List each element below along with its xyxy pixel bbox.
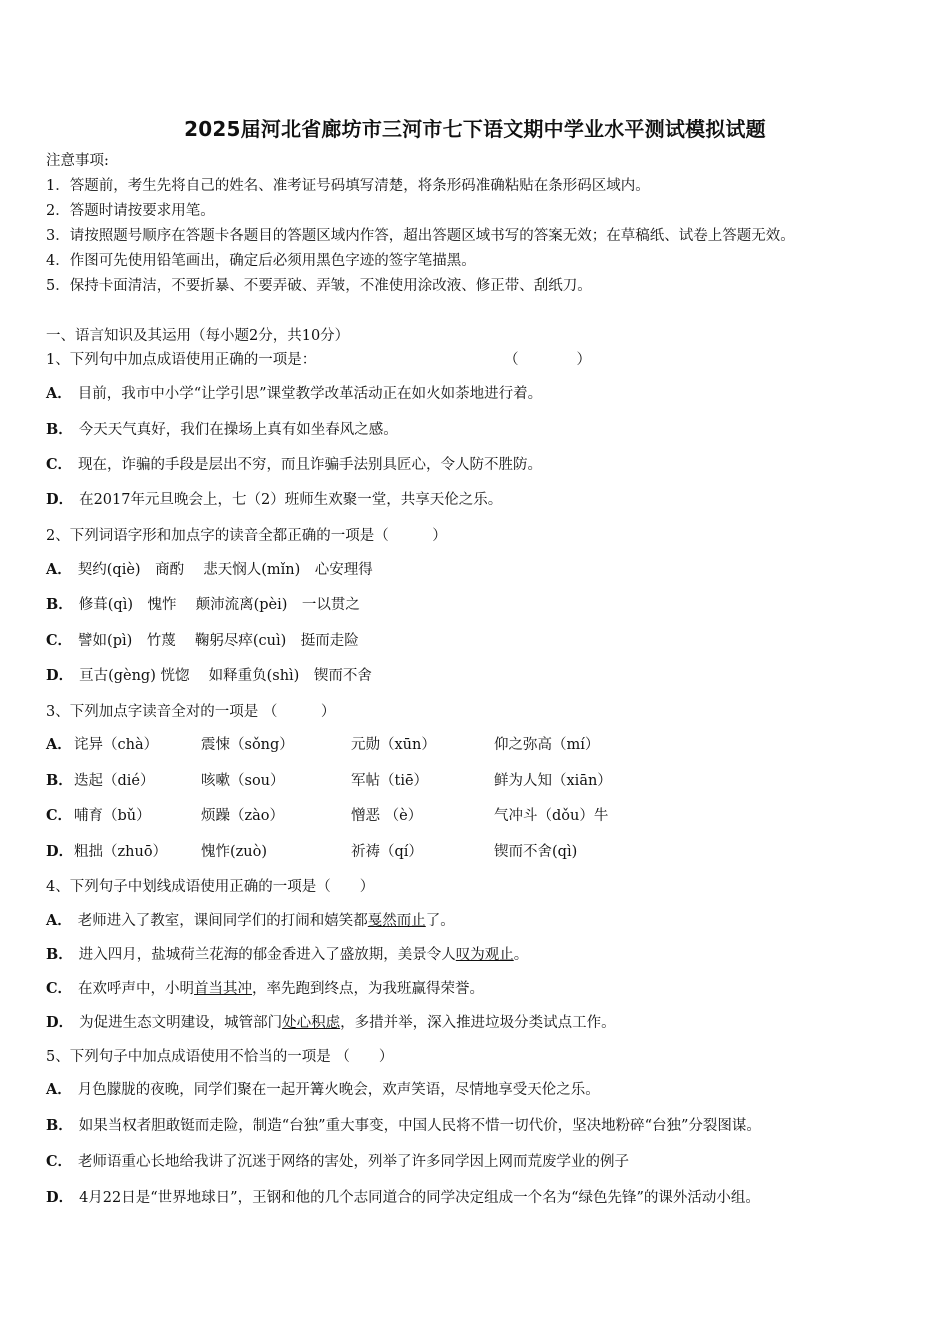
option-label: A． xyxy=(46,385,72,402)
q5-option-c xyxy=(46,1152,629,1172)
option-label: A． xyxy=(46,1081,72,1098)
option-text: 今天天气真好，我们在操场上真有如坐春风之感。 xyxy=(78,422,398,438)
option-label: B． xyxy=(46,772,73,789)
option-text: 在欢呼声中，小明 xyxy=(78,981,195,997)
q5-option-b xyxy=(46,1116,761,1136)
option-cell: 气冲斗（dǒu）牛 xyxy=(494,808,609,824)
q4-option-b xyxy=(46,945,528,965)
option-cell: 震悚（sǒng） xyxy=(201,737,294,753)
underlined-idiom: 戛然而止 xyxy=(367,913,426,929)
option-label: C． xyxy=(46,1153,73,1170)
option-text: 如果当权者胆敢铤而走险，制造“台独”重大事变，中国人民将不惜一切代价，坚决地粉碎“台独”分裂图谋。 xyxy=(78,1118,761,1134)
q3-option-d xyxy=(46,842,906,862)
option-label: A． xyxy=(46,912,72,929)
option-cell: 愧怍(zuò) xyxy=(201,844,268,860)
q2-option-d xyxy=(46,666,372,686)
notice-item: 3．请按照题号顺序在答题卡各题目的答题区域内作答，超出答题区域书写的答案无效；在草稿纸、试卷上答题无效。 xyxy=(46,228,795,244)
option-cell: 咳嗽（sou） xyxy=(201,773,285,789)
option-label: C． xyxy=(46,807,73,824)
q1-option-a xyxy=(46,384,542,404)
q4-option-a xyxy=(46,911,455,931)
question-5-stem: 5、下列句子中加点成语使用不恰当的一项是 （ ） xyxy=(46,1049,394,1065)
option-label: C． xyxy=(46,456,73,473)
option-text: 老师进入了教室，课间同学们的打闹和嬉笑都 xyxy=(77,913,368,929)
underlined-idiom: 处心积虑 xyxy=(282,1015,341,1031)
question-2-stem: 2、下列词语字形和加点字的读音全都正确的一项是（ ） xyxy=(46,528,447,544)
option-text: ，多措并举，深入推进垃圾分类试点工作。 xyxy=(340,1015,616,1031)
option-label: D． xyxy=(46,1189,74,1206)
option-cell: 憎恶 （è） xyxy=(351,808,423,824)
q5-option-a xyxy=(46,1080,600,1100)
notice-item: 5．保持卡面清洁，不要折暴、不要弄破、弄皱，不准使用涂改液、修正带、刮纸刀。 xyxy=(46,278,592,294)
option-text: 老师语重心长地给我讲了沉迷于网络的害处，列举了许多同学因上网而荒废学业的例子 xyxy=(78,1154,630,1170)
option-text: 修葺(qì) 愧怍 颠沛流离(pèi) 一以贯之 xyxy=(78,597,360,613)
option-text: 譬如(pì) 竹蔑 鞠躬尽瘁(cuì) 挺而走险 xyxy=(78,633,359,649)
underlined-idiom: 首当其冲 xyxy=(194,981,253,997)
q4-option-d xyxy=(46,1013,616,1033)
q1-option-c xyxy=(46,455,542,475)
answer-blank: （ ） xyxy=(504,352,591,368)
option-cell: 锲而不舍(qì) xyxy=(494,844,578,860)
question-stem-text: 1、下列句中加点成语使用正确的一项是： xyxy=(46,352,317,368)
q2-option-b xyxy=(46,595,360,615)
option-text: 进入四月，盐城荷兰花海的郁金香进入了盛放期，美景令人 xyxy=(78,947,456,963)
option-label: A． xyxy=(46,561,72,578)
q2-option-c xyxy=(46,631,359,651)
notice-item: 4．作图可先使用铅笔画出，确定后必须用黑色字迹的签字笔描黑。 xyxy=(46,253,476,269)
option-cell: 仰之弥高（mí） xyxy=(494,737,600,753)
option-label: B． xyxy=(46,1117,73,1134)
option-text: 为促进生态文明建设，城管部门 xyxy=(79,1015,283,1031)
option-cell: 粗拙（zhuō） xyxy=(74,844,168,860)
option-cell: 迭起（dié） xyxy=(74,773,155,789)
option-cell: 祈祷（qí） xyxy=(351,844,423,860)
option-label: B． xyxy=(46,596,73,613)
option-text: 契约(qiè) 商酌 悲天悯人(mǐn) 心安理得 xyxy=(77,562,373,578)
q1-option-b xyxy=(46,420,398,440)
q5-option-d xyxy=(46,1188,760,1208)
notice-heading: 注意事项: xyxy=(46,153,109,169)
option-text: 了。 xyxy=(425,913,455,929)
option-text: ，率先跑到终点，为我班赢得荣誉。 xyxy=(252,981,485,997)
option-text: 目前，我市中小学“让学引思”课堂教学改革活动正在如火如荼地进行着。 xyxy=(77,386,543,402)
notice-item: 1．答题前，考生先将自己的姓名、准考证号码填写清楚，将条形码准确粘贴在条形码区域内。 xyxy=(46,178,650,194)
option-cell: 元勋（xūn） xyxy=(351,737,436,753)
underlined-idiom: 叹为观止 xyxy=(455,947,514,963)
q1-option-d xyxy=(46,490,502,510)
option-text: 4月22日是“世界地球日”，王钢和他的几个志同道合的同学决定组成一个名为“绿色先锋”的课外活动小组。 xyxy=(79,1190,760,1206)
q2-option-a xyxy=(46,560,373,580)
notice-item: 2．答题时请按要求用笔。 xyxy=(46,203,215,219)
option-cell: 烦躁（zào） xyxy=(201,808,285,824)
section-heading: 一、语言知识及其运用（每小题2分，共10分） xyxy=(46,328,350,344)
question-3-stem: 3、下列加点字读音全对的一项是 （ ） xyxy=(46,704,336,720)
option-cell: 鲜为人知（xiān） xyxy=(494,773,612,789)
option-cell: 军帖（tiē） xyxy=(351,773,429,789)
option-text: 在2017年元旦晚会上，七（2）班师生欢聚一堂，共享天伦之乐。 xyxy=(79,492,503,508)
option-label: C． xyxy=(46,980,73,997)
option-label: D． xyxy=(46,1014,74,1031)
option-text: 亘古(gèng) 恍惚 如释重负(shì) 锲而不舍 xyxy=(79,668,372,684)
option-label: D． xyxy=(46,491,74,508)
q3-option-a xyxy=(46,735,906,755)
option-label: D． xyxy=(46,667,74,684)
page-title: 2025届河北省廊坊市三河市七下语文期中学业水平测试模拟试题 xyxy=(184,117,766,141)
option-label: A． xyxy=(46,736,72,753)
option-text: 现在，诈骗的手段是层出不穷，而且诈骗手法别具匠心，令人防不胜防。 xyxy=(78,457,543,473)
option-label: C． xyxy=(46,632,73,649)
option-label: B． xyxy=(46,421,73,438)
q4-option-c xyxy=(46,979,484,999)
option-cell: 哺育（bǔ） xyxy=(74,808,151,824)
q3-option-b xyxy=(46,771,906,791)
question-4-stem: 4、下列句子中划线成语使用正确的一项是（ ） xyxy=(46,879,375,895)
option-text: 月色朦胧的夜晚，同学们聚在一起开篝火晚会，欢声笑语，尽情地享受天伦之乐。 xyxy=(77,1082,600,1098)
option-cell: 诧异（chà） xyxy=(74,737,159,753)
question-1-stem xyxy=(46,350,591,370)
option-label: D． xyxy=(46,843,74,860)
q3-option-c xyxy=(46,806,906,826)
option-label: B． xyxy=(46,946,73,963)
option-text: 。 xyxy=(513,947,529,963)
